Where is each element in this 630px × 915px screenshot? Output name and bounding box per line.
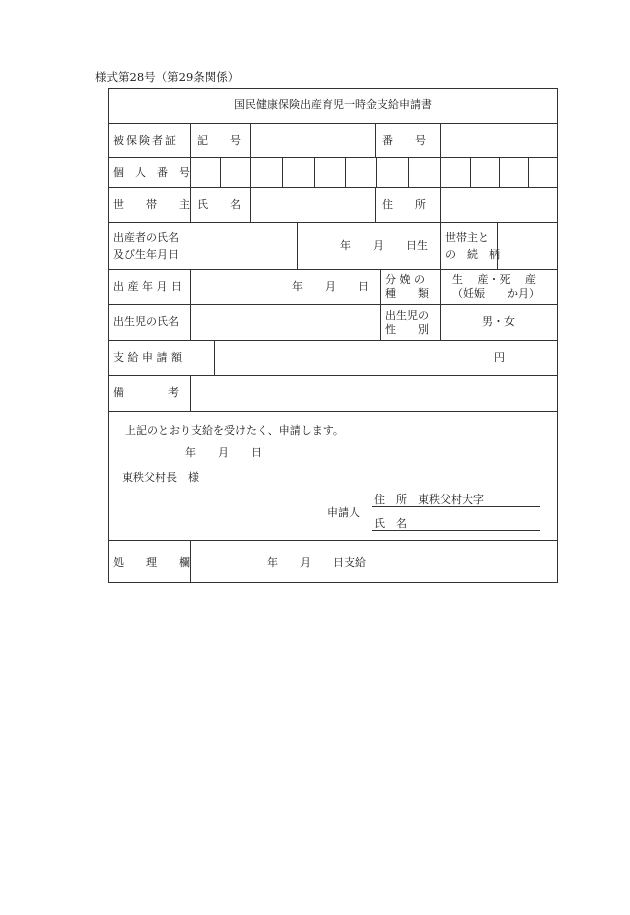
- table-rule: [190, 157, 191, 187]
- table-rule: [190, 375, 191, 411]
- table-rule: [380, 304, 381, 340]
- table-rule: [376, 157, 377, 187]
- householder-label: 世 帯 主: [113, 198, 190, 211]
- declaration-statement: 上記のとおり支給を受けたく、申請します。: [125, 424, 344, 437]
- table-rule: [108, 411, 558, 412]
- table-rule: [108, 187, 558, 188]
- table-rule: [440, 269, 441, 304]
- table-rule: [297, 222, 298, 269]
- householder-address-label: 住 所: [382, 198, 426, 211]
- table-rule: [440, 304, 441, 340]
- table-rule: [372, 530, 540, 531]
- table-rule: [108, 123, 558, 124]
- table-rule: [190, 540, 191, 583]
- child-name-label: 出生児の氏名: [113, 315, 179, 328]
- table-rule: [372, 506, 540, 507]
- child-sex-label-line1: 出生児の: [385, 309, 429, 322]
- processing-label: 処 理 欄: [113, 556, 190, 569]
- table-rule: [380, 269, 381, 304]
- child-sex-value: 男・女: [482, 315, 515, 328]
- delivery-type-value-line2: （妊娠 か月）: [452, 287, 540, 300]
- insurance-card-label: 被保険者証: [113, 134, 178, 147]
- table-rule: [190, 304, 191, 340]
- mother-label-line1: 出産者の氏名: [113, 231, 179, 244]
- table-rule: [440, 187, 441, 222]
- table-rule: [108, 304, 558, 305]
- table-rule: [250, 187, 251, 222]
- table-rule: [108, 375, 558, 376]
- form-title: 国民健康保険出産育児一時金支給申請書: [234, 98, 432, 111]
- table-rule: [250, 157, 251, 187]
- amount-label: 支 給 申 請 額: [113, 351, 182, 364]
- relation-label-line1: 世帯主と: [445, 231, 489, 244]
- form-number: 様式第28号（第29条関係）: [95, 70, 240, 84]
- table-rule: [214, 340, 215, 375]
- relation-label-line2: の 続 柄: [445, 248, 500, 261]
- table-rule: [190, 269, 191, 304]
- table-rule: [375, 123, 376, 157]
- table-rule: [375, 187, 376, 222]
- table-rule: [345, 157, 346, 187]
- delivery-type-label-line2: 種 類: [385, 287, 429, 300]
- mother-birth-label: 年 月 日生: [340, 239, 428, 252]
- birth-date-value: 年 月 日: [292, 280, 369, 293]
- addressee: 東秩父村長 様: [122, 471, 199, 484]
- applicant-address-label: 住 所 東秩父村大字: [374, 493, 484, 506]
- table-rule: [190, 187, 191, 222]
- table-rule: [499, 157, 500, 187]
- householder-name-label: 氏 名: [197, 198, 241, 211]
- child-sex-label-line2: 性 別: [385, 323, 429, 336]
- declaration-date: 年 月 日: [185, 446, 262, 459]
- amount-unit: 円: [494, 351, 505, 364]
- bango-label: 番 号: [382, 134, 426, 147]
- remarks-label: 備 考: [113, 386, 179, 399]
- kigo-label: 記 号: [197, 134, 241, 147]
- table-rule: [108, 157, 558, 158]
- personal-number-label: 個 人 番 号: [113, 166, 190, 179]
- table-rule: [250, 123, 251, 157]
- table-rule: [528, 157, 529, 187]
- table-rule: [108, 222, 558, 223]
- table-rule: [108, 540, 558, 541]
- delivery-type-label-line1: 分 娩 の: [385, 273, 425, 286]
- table-rule: [314, 157, 315, 187]
- table-rule: [408, 157, 409, 187]
- table-rule: [440, 222, 441, 269]
- birth-date-label: 出 産 年 月 日: [113, 280, 182, 293]
- mother-label-line2: 及び生年月日: [113, 248, 179, 261]
- table-rule: [220, 157, 221, 187]
- applicant-name-label: 氏 名: [374, 517, 407, 530]
- table-rule: [108, 340, 558, 341]
- applicant-label: 申請人: [327, 506, 360, 519]
- processing-value: 年 月 日支給: [267, 556, 366, 569]
- table-rule: [108, 269, 558, 270]
- table-rule: [440, 123, 441, 157]
- table-rule: [190, 123, 191, 157]
- table-rule: [470, 157, 471, 187]
- table-rule: [440, 157, 441, 187]
- table-rule: [282, 157, 283, 187]
- delivery-type-value-line1: 生 産・死 産: [452, 273, 536, 286]
